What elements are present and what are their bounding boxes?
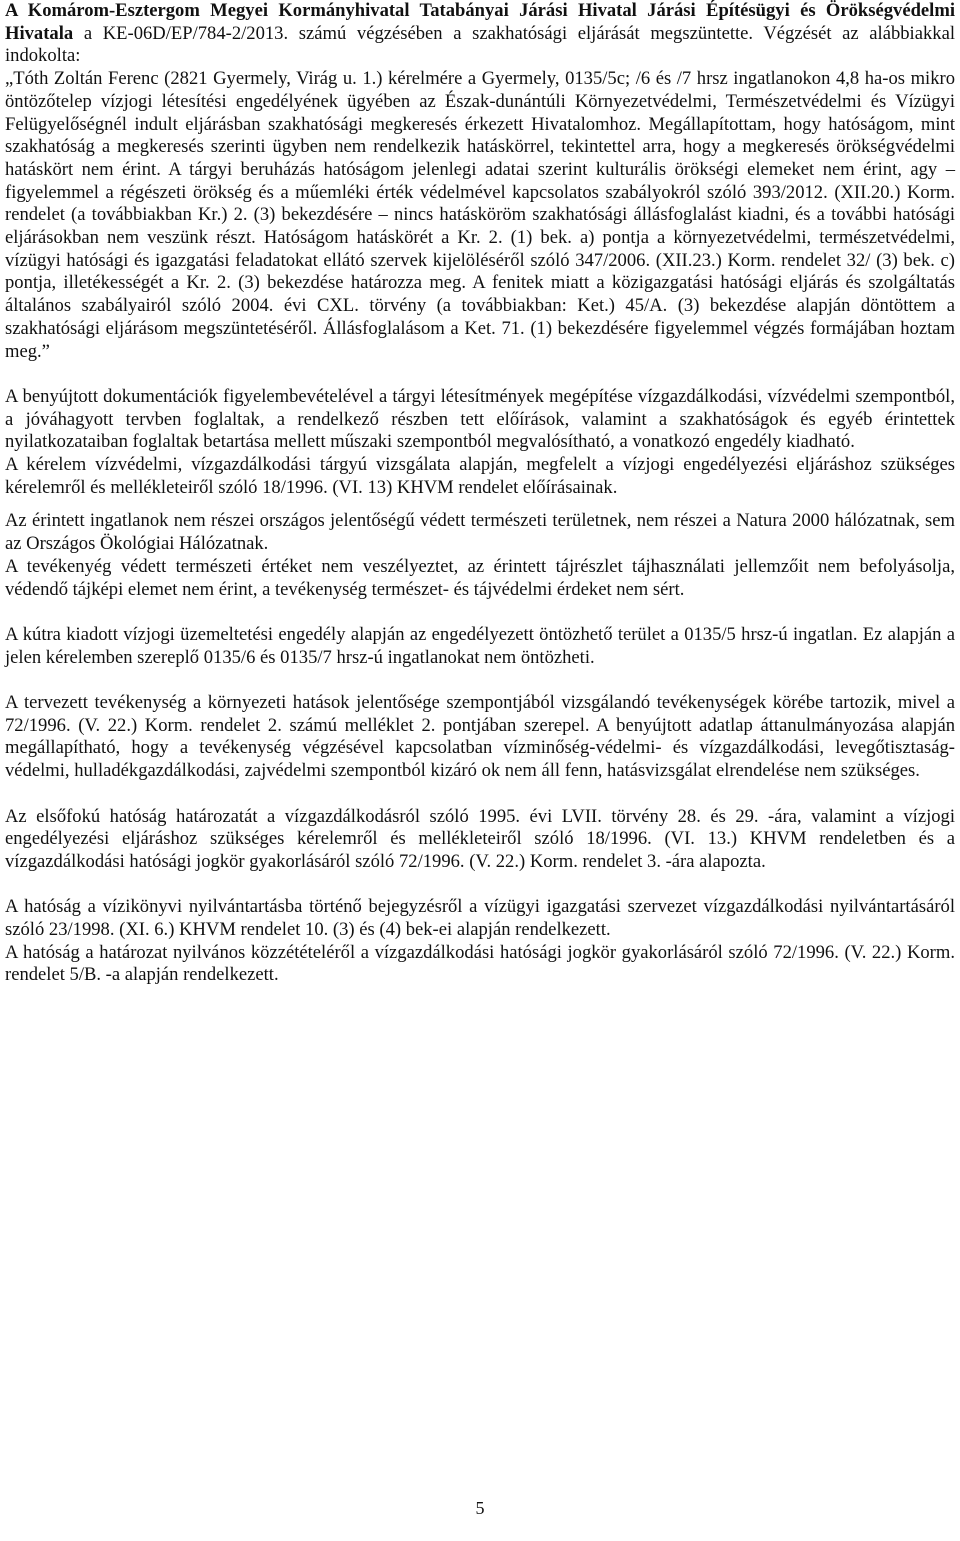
page-number: 5 bbox=[475, 1498, 485, 1518]
paragraph-gap bbox=[5, 669, 955, 692]
paragraph-gap bbox=[5, 499, 955, 510]
paragraph-well-permit: A kútra kiadott vízjogi üzemeltetési engedély alapján az engedélyezett öntözhető terület a 0135/5 hrsz-ú ingatlan. Ez alapján a jelen kérelemben szereplő 0135/6 és 0135/7 hrsz-ú ingatlanokat nem öntözheti. bbox=[5, 623, 955, 668]
document-page bbox=[5, 0, 955, 987]
paragraph-documentation: A benyújtott dokumentációk figyelembevételével a tárgyi létesítmények megépítése vízgazdálkodási, vízvédelmi szempontból, a jóváhagyott tervben foglaltak, a rendelkező részben tett előírások, valamint a szakhatóságok és egyéb érintettek nyilatkozataiban foglaltak betartása mellett műszaki szempontból megvalósítható, a vonatkozó engedély kiadható. bbox=[5, 385, 955, 453]
paragraph-intro bbox=[5, 0, 955, 363]
issuing-authority: A Komárom-Esztergom Megyei Kormányhivatal Tatabányai Járási Hivatal Járási Építésügyi és Örökségvédelmi Hivatala bbox=[5, 0, 955, 44]
paragraph-nature-value: A tevékenyég védett természeti értéket nem veszélyeztet, az érintett tájrészlet tájhasználati jellemzőit nem befolyásolja, védendő tájképi elemet nem érint, a tevékenység természet- és tájvédelmi érdeket nem sért. bbox=[5, 555, 955, 600]
paragraph-gap bbox=[5, 874, 955, 897]
paragraph-publication: A hatóság a határozat nyilvános közzétételéről a vízgazdálkodási hatósági jogkör gyakorlásáról szóló 72/1996. (V. 22.) Korm. rendelet 5/B. -a alapján rendelkezett. bbox=[5, 941, 955, 986]
paragraph-gap bbox=[5, 363, 955, 386]
paragraph-registry: A hatóság a vízikönyvi nyilvántartásba történő bejegyzésről a vízügyi igazgatási szervezet vízgazdálkodási nyilvántartásáról szóló 23/1998. (XI. 6.) KHVM rendelet 10. (3) és (4) bek-ei alapján rendelkezett. bbox=[5, 896, 955, 941]
paragraph-legal-basis: Az elsőfokú hatóság határozatát a vízgazdálkodásról szóló 1995. évi LVII. törvény 28. és 29. -ára, valamint a vízjogi engedélyezési eljáráshoz szükséges kérelemről és mellékleteiről szóló 18/1996. (VI. 13.) KHVM rendeletben és a vízgazdálkodási hatósági jogkör gyakorlásáról szóló 72/1996. (V. 22.) Korm. rendelet 3. -ára alapozta. bbox=[5, 805, 955, 872]
paragraph-environmental-impact: A tervezett tevékenység a környezeti hatások jelentősége szempontjából vizsgálandó tevékenységek körébe tartozik, mivel a 72/1996. (V. 22.) Korm. rendelet 2. számú melléklet 2. pontjában szerepel. A benyújtott adatlap áttanulmányozása alapján megállapítható, hogy a tevékenység végzésével kapcsolatban vízminőség-védelmi- és vízgazdálkodási, levegőtisztaság- védelmi, hulladékgazdálkodási, zajvédelmi szempontból kizáró ok nem áll fenn, hatásvizsgálat elrendelése nem szükséges. bbox=[5, 692, 955, 782]
intro-text: a KE-06D/EP/784-2/2013. számú végzésében a szakhatósági eljárását megszüntette. Végzését az alábbiakkal indokolta: bbox=[5, 22, 955, 67]
paragraph-gap bbox=[5, 783, 955, 806]
paragraph-water-protection: A kérelem vízvédelmi, vízgazdálkodási tárgyú vizsgálata alapján, megfelelt a vízjogi engedélyezési eljáráshoz szükséges kérelemről és mellékleteiről szóló 18/1996. (VI. 13) KHVM rendelet előírásainak. bbox=[5, 454, 955, 498]
quoted-decision: „Tóth Zoltán Ferenc (2821 Gyermely, Virág u. 1.) kérelmére a Gyermely, 0135/5c; /6 és /7 hrsz ingatlanokon 4,8 ha-os mikro öntözőtelep vízjogi létesítési engedélyének ügyében az Észak-dunántúli Környezetvédelmi, Természetvédelmi és Vízügyi Felügyelőségnél indult eljárásban szakhatósági megkeresés érkezett Hivatalomhoz. Megállapítottam, hogy hatóságom, mint szakhatóság a megkeresés szerinti ügyben nem rendelkezik hatáskörrel, tekintettel arra, hogy a megkeresés örökségvédelmi hatáskört nem érint. A tárgyi beruházás hatóságom jelenlegi adatai szerint kulturális örökségi elemeket nem érint, agy – figyelemmel a régészeti örökség és a műemléki érték védelmével kapcsolatos szabályokról szóló 393/2012. (XII.20.) Korm. rendelet (a továbbiakban Kr.) 2. (3) bekezdésére – nincs hatásköröm szakhatósági állásfoglalást kiadni, és a további hatósági eljárásokban nem veszünk részt. Hatóságom hatáskörét a Kr. 2. (1) bek. a) pontja a környezetvédelmi, természetvédelmi, vízügyi hatósági és igazgatási feladatokat ellátó szervek kijelöléséről szóló 347/2006. (XII.23.) Korm. rendelet 32/ (3) bek. c) pontja, illetékességét a Kr. 2. (3) bekezdése határozza meg. A fenitek miatt a közigazgatási hatósági eljárás és szolgáltatás általános szabályairól szóló 2004. évi CXL. törvény (a továbbiakban: Ket.) 45/A. (3) bekezdése alapján döntöttem a szakhatósági eljárásom megszüntetéséről. Állásfoglalásom a Ket. 71. (1) bekezdésére figyelemmel végzés formájában hoztam meg.” bbox=[5, 68, 955, 362]
paragraph-gap bbox=[5, 601, 955, 624]
paragraph-natura: Az érintett ingatlanok nem részei országos jelentőségű védett természeti területnek, nem részei a Natura 2000 hálózatnak, sem az Országos Ökológiai Hálózatnak. bbox=[5, 510, 955, 555]
